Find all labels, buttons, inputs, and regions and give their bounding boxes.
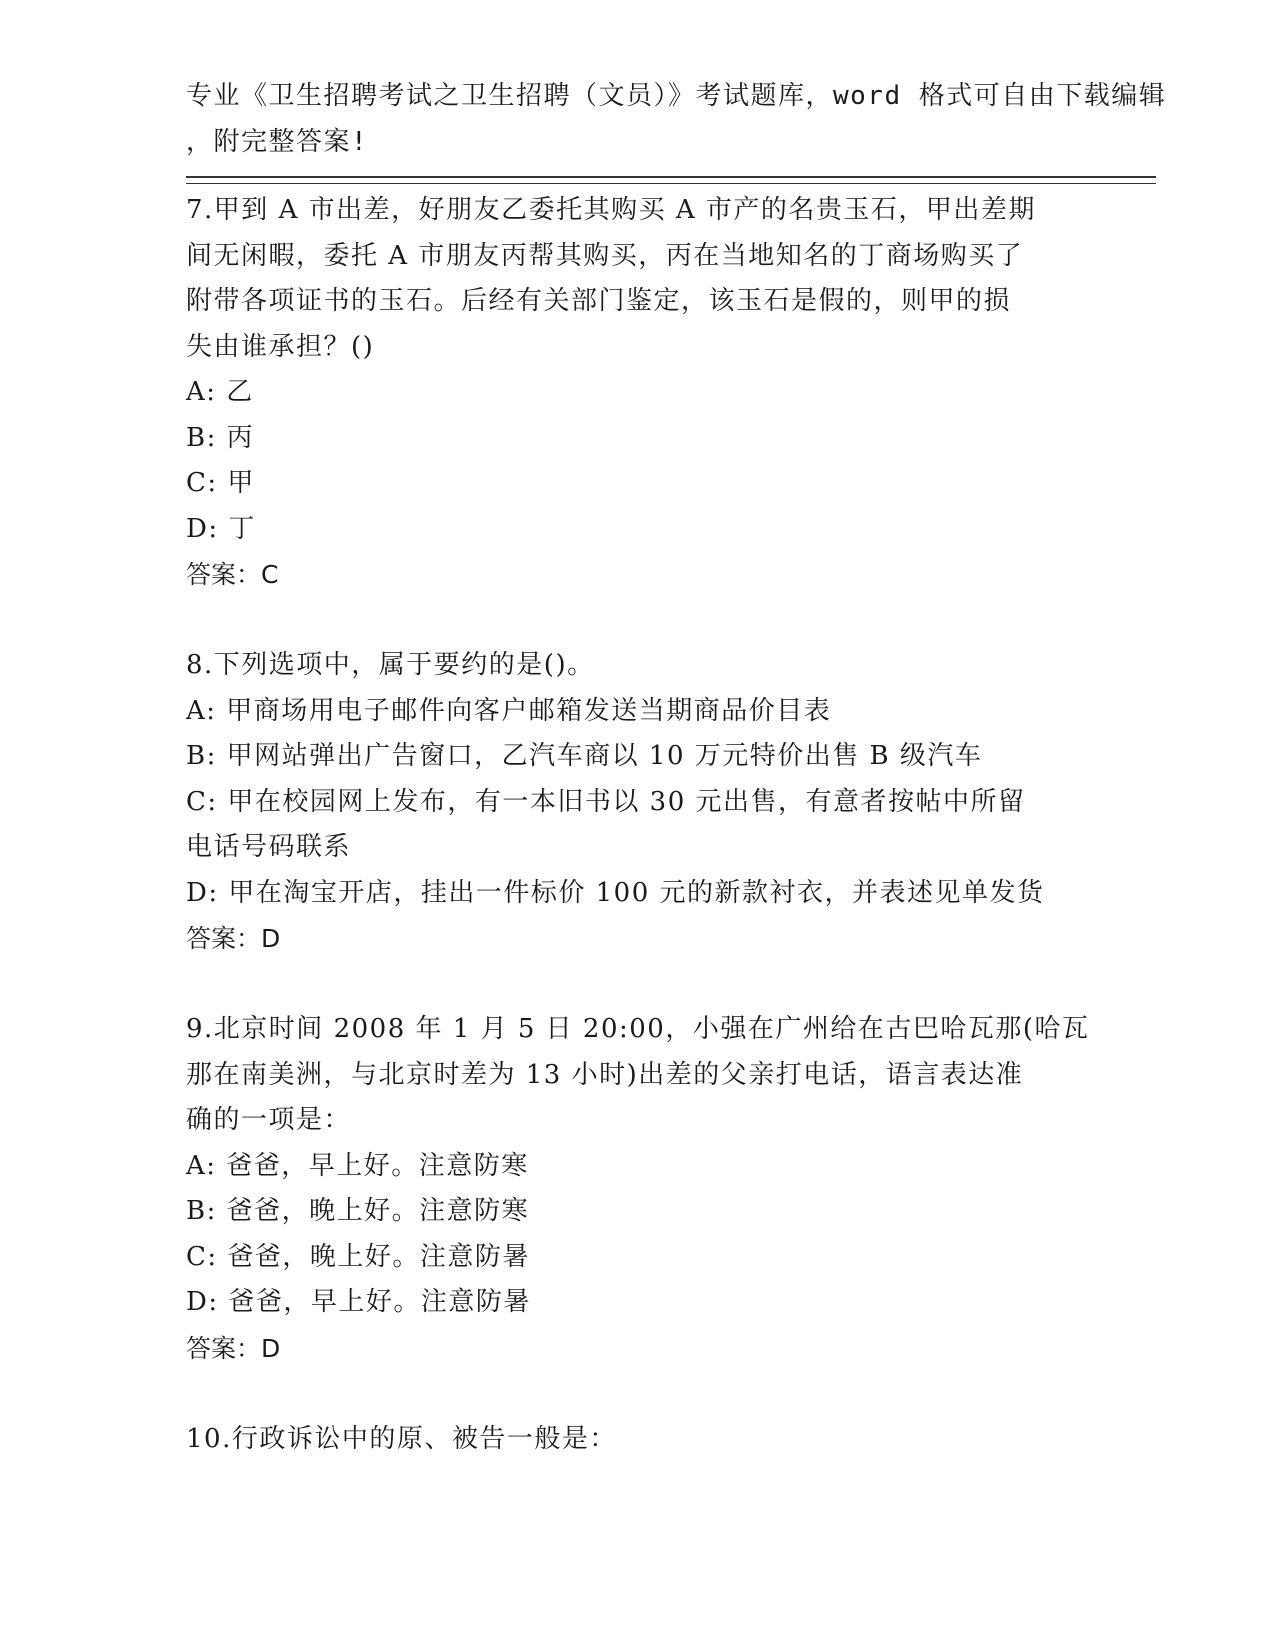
answer-line: 答案：D — [186, 924, 281, 953]
header-line-1: 专业《卫生招聘考试之卫生招聘（文员）》考试题库，word 格式可自由下载编辑 — [186, 81, 1167, 111]
header-line-2: ，附完整答案! — [186, 126, 369, 157]
question-block — [186, 1007, 1090, 1371]
option-b: B: 甲网站弹出广告窗口，乙汽车商以 10 万元特价出售 B 级汽车 — [186, 741, 983, 771]
answer-line: 答案：D — [186, 1333, 281, 1363]
spacer — [186, 1371, 1086, 1417]
option-b: B: 爸爸，晚上好。注意防寒 — [186, 1196, 530, 1226]
header-divider-thin — [186, 183, 1156, 184]
answer-line: 答案：C — [186, 560, 279, 589]
question-stem-line: 失由谁承担？() — [186, 331, 375, 362]
option-c: C: 甲在校园网上发布，有一本旧书以 30 元出售，有意者按帖中所留 — [186, 786, 1026, 817]
option-c-continued: 电话号码联系 — [186, 832, 352, 862]
option-c: C: 爸爸，晚上好。注意防暑 — [186, 1241, 530, 1272]
question-stem-line: 附带各项证书的玉石。后经有关部门鉴定，该玉石是假的，则甲的损 — [186, 286, 1012, 316]
question-block — [186, 1417, 1086, 1463]
question-stem-line: 8.下列选项中，属于要约的是()。 — [186, 650, 595, 680]
option-b: B: 丙 — [186, 422, 255, 453]
spacer — [186, 962, 1086, 1008]
option-a: A: 乙 — [186, 377, 254, 407]
option-d: D: 爸爸，早上好。注意防暑 — [186, 1287, 531, 1317]
question-stem-line: 间无闲暇，委托 A 市朋友丙帮其购买，丙在当地知名的丁商场购买了 — [186, 240, 1024, 271]
question-block — [186, 643, 1086, 962]
question-stem-line: 确的一项是： — [186, 1105, 352, 1135]
question-stem-line: 那在南美洲，与北京时差为 13 小时)出差的父亲打电话，语言表达准 — [186, 1059, 1024, 1090]
option-a: A: 甲商场用电子邮件向客户邮箱发送当期商品价目表 — [186, 695, 832, 726]
option-a: A: 爸爸，早上好。注意防寒 — [186, 1150, 529, 1181]
document-header — [186, 74, 1167, 165]
header-divider-thick — [186, 176, 1156, 178]
question-list — [186, 188, 1090, 1462]
question-stem-line: 7.甲到 A 市出差，好朋友乙委托其购买 A 市产的名贵玉石，甲出差期 — [186, 195, 1036, 225]
question-stem-line: 9.北京时间 2008 年 1 月 5 日 20:00，小强在广州给在古巴哈瓦那(哈瓦 — [186, 1014, 1090, 1044]
option-c: C: 甲 — [186, 468, 255, 498]
option-d: D: 丁 — [186, 513, 256, 544]
question-stem-line: 10.行政诉讼中的原、被告一般是： — [186, 1423, 617, 1454]
option-d: D: 甲在淘宝开店，挂出一件标价 100 元的新款衬衣，并表述见单发货 — [186, 877, 1045, 908]
spacer — [186, 598, 1086, 644]
question-block — [186, 188, 1086, 598]
